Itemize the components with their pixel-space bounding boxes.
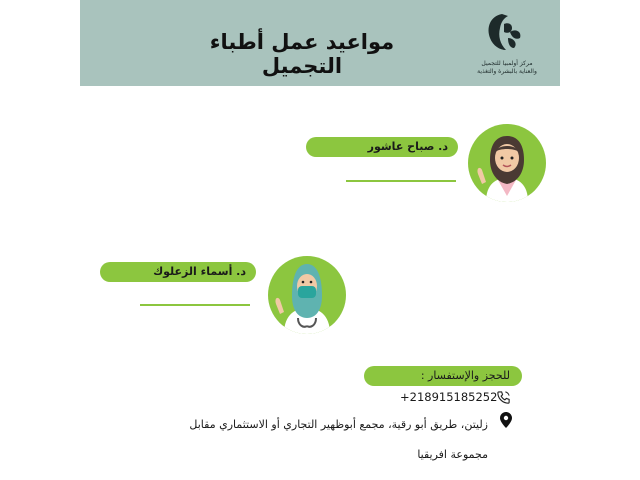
flyer-page <box>80 0 560 480</box>
address-line-1: زليتن، طريق أبو رقية، مجمع أبوظهير التجاري أو الاستثماري مقابل <box>189 418 488 431</box>
doctor-avatar-1 <box>468 124 546 202</box>
doctor-illustration-icon <box>468 124 546 202</box>
location-pin-icon <box>500 412 512 428</box>
doctor-name-pill-1: د. صباح عاشور <box>306 137 458 157</box>
face-leaf-logo-icon <box>482 10 524 54</box>
booking-heading: للحجز والإستفسار : <box>364 366 522 386</box>
divider-2 <box>140 304 250 306</box>
clinic-logo <box>468 10 548 82</box>
phone-icon <box>496 390 511 405</box>
divider-1 <box>346 180 456 182</box>
doctor-name-pill-2: د. أسماء الزعلوك <box>100 262 256 282</box>
header-banner <box>80 0 560 86</box>
doctor-avatar-2 <box>268 256 346 334</box>
page-title: مواعيد عمل أطباء التجميل <box>209 30 395 78</box>
address-line-2: مجموعة افريقيا <box>417 448 488 461</box>
phone-number[interactable]: +218915185252 <box>400 390 498 404</box>
logo-text-line2: والعناية بالبشرة والتغذية <box>477 68 537 75</box>
logo-text-line1: مركز أولمبيا للتجميل <box>481 60 533 67</box>
doctor-illustration-icon <box>268 256 346 334</box>
